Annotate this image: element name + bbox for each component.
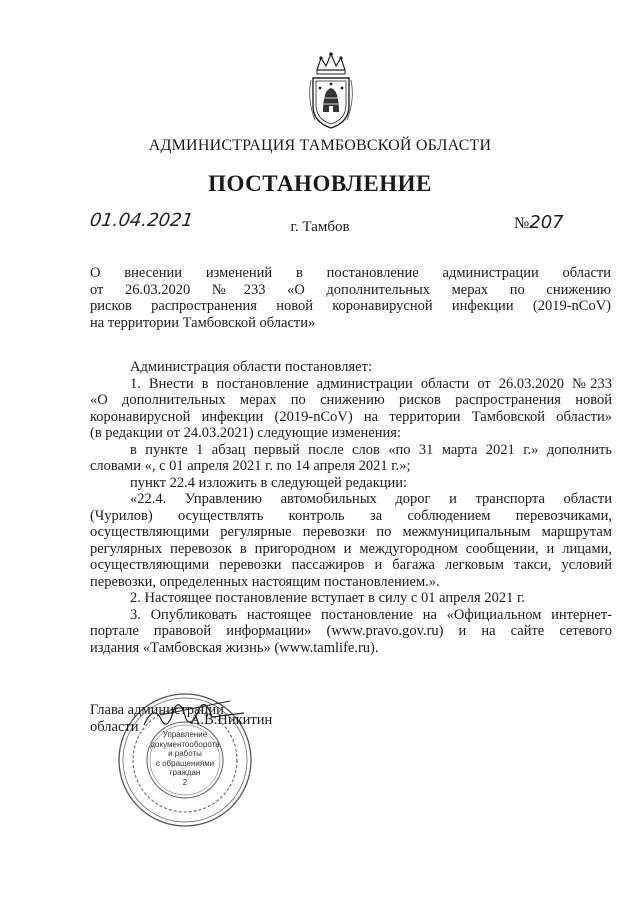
body-line: портале правовой информации» (www.pravo.gov.ru) и на сайте сетевого [90, 623, 612, 639]
subject-line: на территории Тамбовской области» [90, 314, 316, 331]
body-line: «22.4. Управлению автомобильных дорог и транспорта области [130, 491, 612, 507]
signature-position-line: области [90, 718, 139, 735]
signature-position-line: Глава администрации [90, 702, 224, 718]
subject-line: рисков распространения новой коронавирусной инфекции (2019-nCoV) [90, 298, 611, 314]
body-line: 1. Внести в постановление администрации области от 26.03.2020 №233 [130, 375, 612, 392]
body-line: коронавирусной инфекции (2019-nCoV) на территории Тамбовской области» [90, 408, 612, 425]
stamp-line: и работы [168, 749, 202, 758]
body-line: (Чурилов) осуществлять контроль за соблюдением перевозчиками, [90, 507, 612, 524]
subject-line: от 26.03.2020 №233 «О дополнительных мерах по снижению [90, 281, 611, 298]
stamp-line: документооборота [150, 739, 220, 749]
handwritten-signature-icon [140, 695, 250, 735]
body-line: регулярных перевозок в пригородном и междугородном сообщении, и лицами, [90, 540, 612, 557]
body-line: словами «, с 01 апреля 2021 г. по 14 апреля 2021 г.»; [90, 458, 411, 474]
stamp-inner-text [150, 730, 220, 787]
body-line: «О дополнительных мерах по снижению рисков распространения новой [90, 392, 612, 408]
organization-title: АДМИНИСТРАЦИЯ ТАМБОВСКОЙ ОБЛАСТИ [148, 137, 492, 154]
body-line: осуществляющими перевозки пассажиров и багажа легковым такси, условий [90, 557, 612, 573]
subject-line: О внесении изменений в постановление администрации области [90, 265, 611, 281]
document-city: г. Тамбов [290, 219, 350, 235]
body-paragraph: пункт 22.4 изложить в следующей редакции: [130, 474, 408, 491]
document-subject [90, 265, 611, 331]
stamp-line: 2 [182, 777, 188, 787]
body-line: издания «Тамбовская жизнь» (www.tamlife.ru). [90, 639, 379, 656]
stamp-line: Управление [162, 730, 208, 739]
number-value: 207 [529, 212, 564, 233]
document-date: 01.04.2021 [88, 210, 195, 231]
document-type-title: ПОСТАНОВЛЕНИЕ [208, 171, 432, 196]
number-prefix: № [514, 215, 530, 232]
stamp-line: с обращениями [155, 758, 215, 768]
document-body [90, 359, 612, 656]
document-number [514, 212, 564, 233]
signatory-name: А.В.Никитин [190, 712, 273, 728]
body-line: осуществляющими регулярные перевозки по межмуниципальным маршрутам [90, 524, 612, 540]
body-paragraph: Администрация области постановляет: [130, 359, 372, 375]
body-line: 3. Опубликовать настоящее постановление на «Официальном интернет- [130, 606, 612, 623]
coat-of-arms-icon [305, 50, 357, 132]
body-line: в пункте 1 абзац первый после слов «по 31 марта 2021 г.» дополнить [130, 441, 612, 458]
body-paragraph: 2. Настоящее постановление вступает в силу с 01 апреля 2021 г. [130, 590, 525, 606]
body-line: (в редакции от 24.03.2021) следующие изменения: [90, 425, 401, 441]
body-line: перевозки, определенных настоящим постановлением.». [90, 573, 440, 590]
stamp-line: граждан [169, 768, 201, 777]
